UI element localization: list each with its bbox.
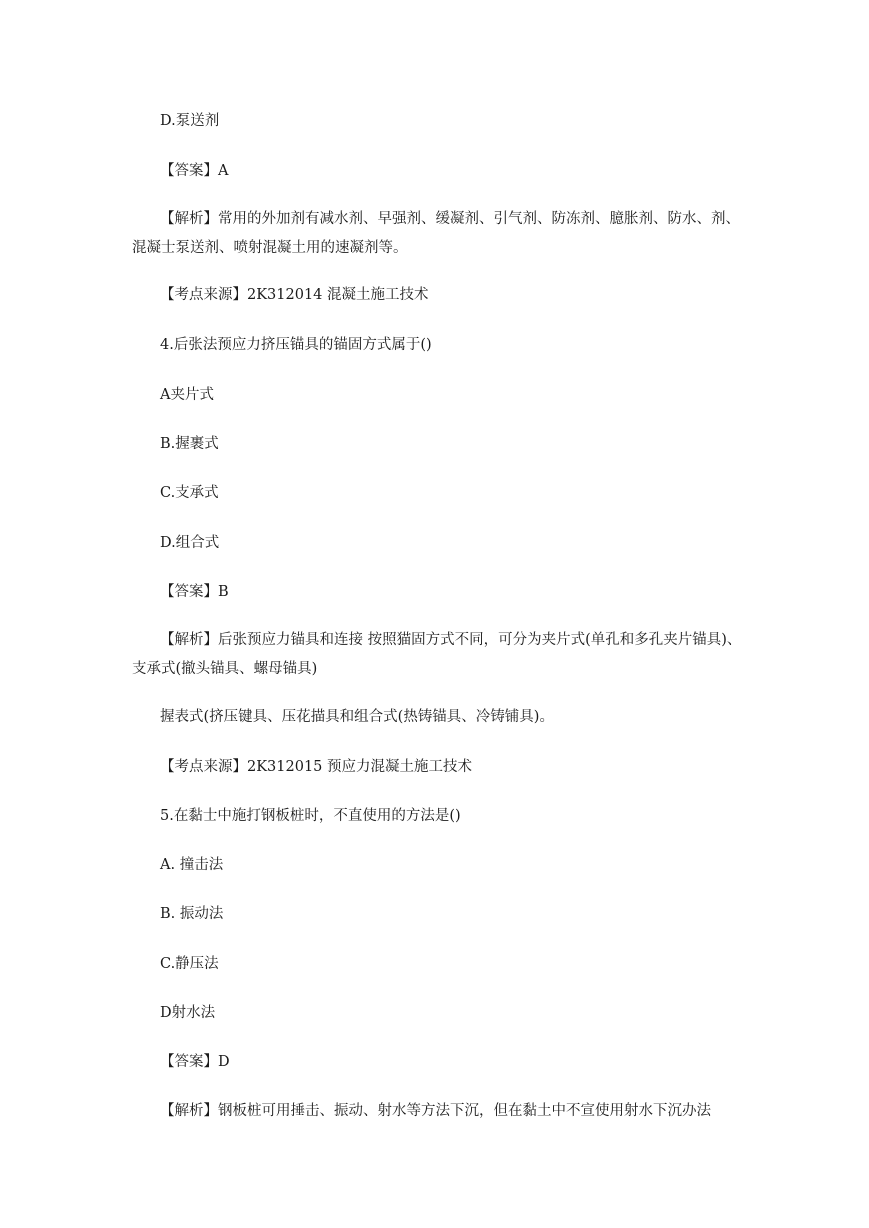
q4-source: 【考点来源】2K312015 预应力混凝土施工技术 xyxy=(160,759,473,775)
q5-option-a: A. 撞击法 xyxy=(160,857,224,873)
q4-option-a: A夹片式 xyxy=(160,387,214,403)
q4-option-d: D.组合式 xyxy=(160,535,220,551)
q4-option-c: C.支承式 xyxy=(160,485,219,501)
q3-option-d: D.泵送剂 xyxy=(160,113,220,129)
q5-option-b: B. 振动法 xyxy=(160,906,224,922)
q3-analysis: 【解析】常用的外加剂有减水剂、早强剂、缓凝剂、引气剂、防冻剂、臆胀剂、防水、剂、混凝士泵送剂、喷射混凝土用的速凝剂等。 xyxy=(132,211,740,256)
q4-answer: 【答案】B xyxy=(160,584,229,600)
q5-analysis: 【解析】钢板桩可用捶击、振动、射水等方法下沉，但在黏土中不宣使用射水下沉办法 xyxy=(160,1103,711,1119)
q4-analysis: 【解析】后张预应力锚具和连接 按照猫固方式不同，可分为夹片式(单孔和多孔夹片锚具)、支承式(撤头锚具、螺母锚具) xyxy=(132,632,742,677)
q5-question: 5.在黏士中施打钢板桩时，不直使用的方法是() xyxy=(160,808,461,824)
q5-answer: 【答案】D xyxy=(160,1054,230,1070)
q3-source: 【考点来源】2K312014 混凝土施工技术 xyxy=(160,287,429,303)
q5-option-c: C.静压法 xyxy=(160,956,219,972)
q4-option-b: B.握裹式 xyxy=(160,436,219,452)
q3-answer: 【答案】A xyxy=(160,163,229,179)
q4-analysis-continued: 握表式(挤压键具、压花描具和组合式(热铸锚具、冷铸铺具)。 xyxy=(160,709,554,725)
q4-question: 4.后张法预应力挤压锚具的锚固方式属于() xyxy=(160,337,432,353)
q5-option-d: D射水法 xyxy=(160,1005,216,1021)
